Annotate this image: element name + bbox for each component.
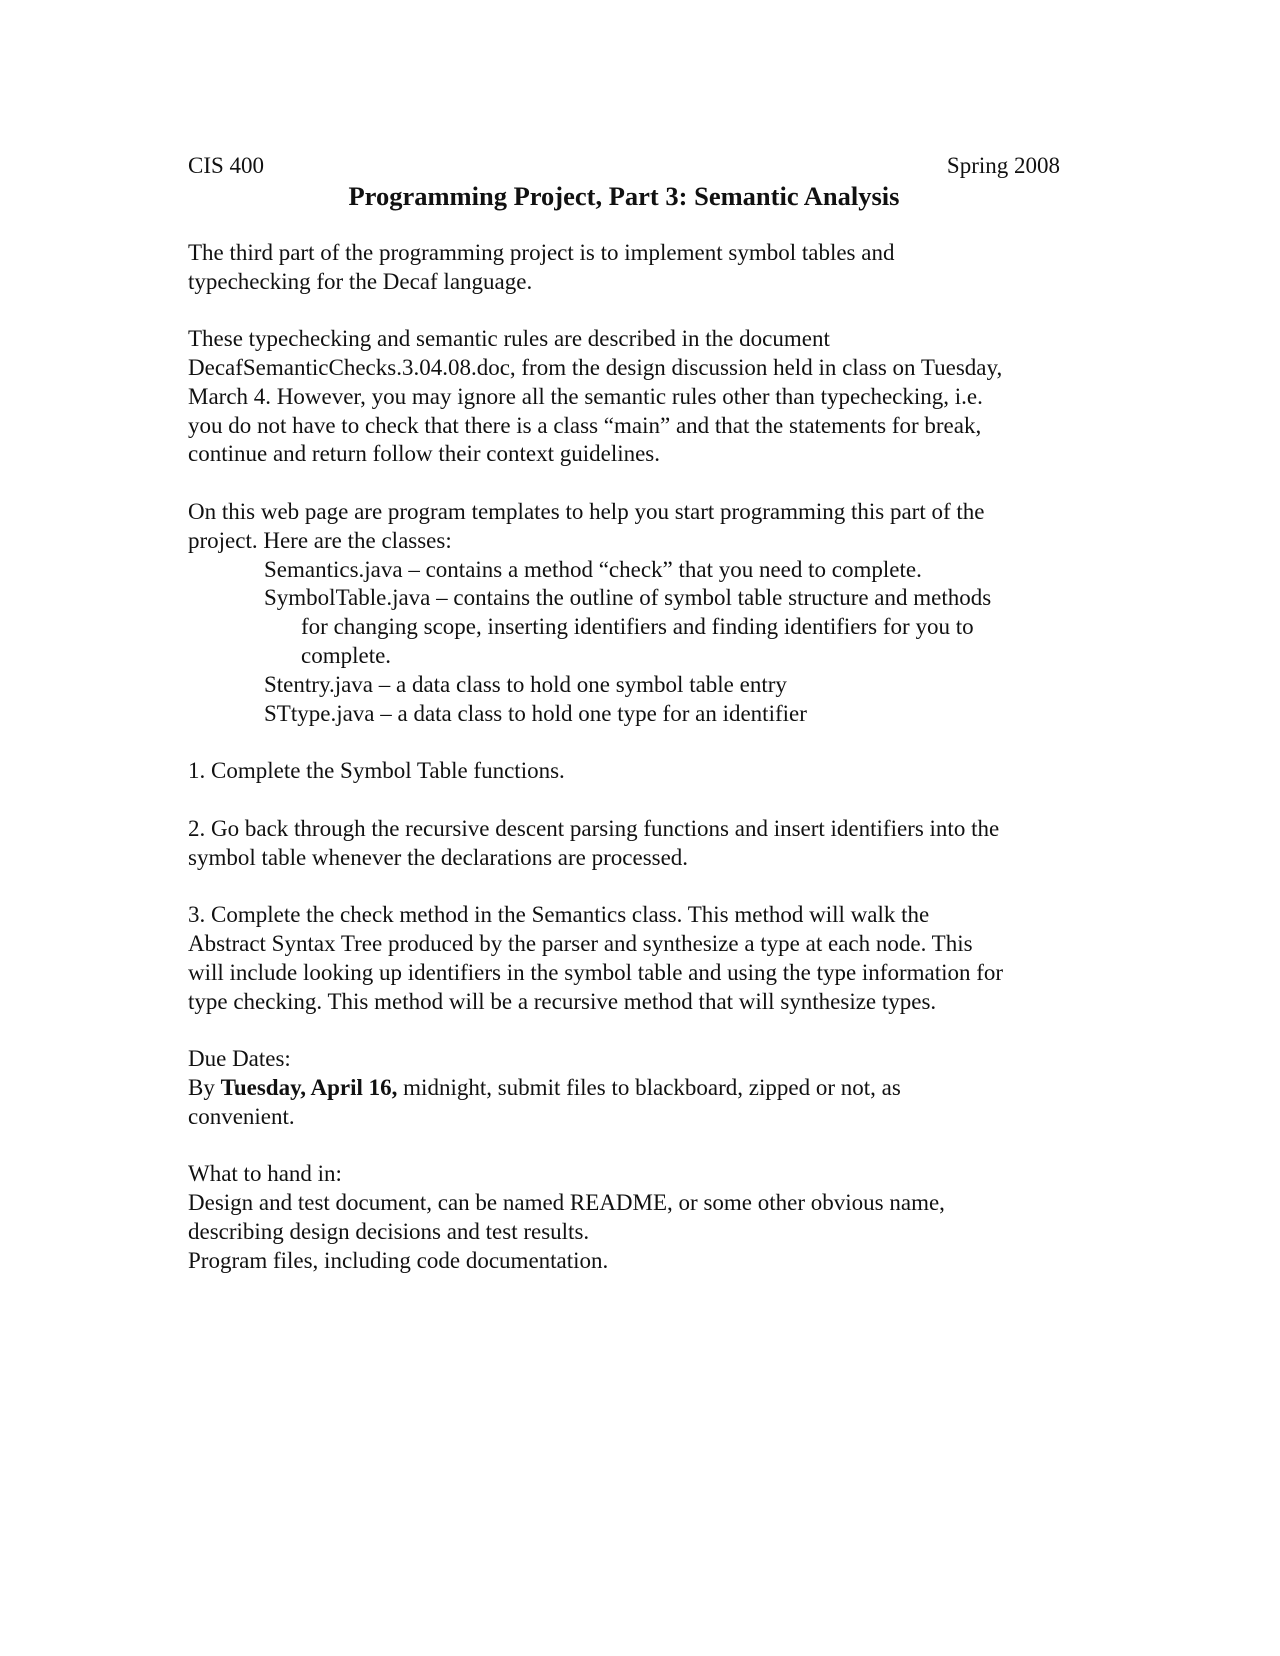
spacer [188,213,1088,239]
step-1: 1. Complete the Symbol Table functions. [188,758,565,784]
spacer [188,786,1088,815]
hand-in-line: Program files, including code documentation. [188,1247,609,1273]
course-code: CIS 400 [188,153,265,178]
step-line: type checking. This method will be a recursive method that will synthesize types. [188,988,937,1014]
hand-in-line: describing design decisions and test results. [188,1218,590,1244]
class-item-stentry: Stentry.java – a data class to hold one symbol table entry [264,671,787,697]
spacer [188,1016,1088,1045]
rules-line: continue and return follow their context guidelines. [188,441,661,467]
hand-in-line: Design and test document, can be named README, or some other obvious name, [188,1190,945,1216]
header-row [188,152,1060,181]
step-line: 3. Complete the check method in the Semantics class. This method will walk the [188,902,930,928]
step-2 [188,815,1088,873]
class-item-semantics: Semantics.java – contains a method “check” that you need to complete. [264,556,922,582]
rules-line: March 4. However, you may ignore all the semantic rules other than typechecking, i.e. [188,383,983,409]
intro-line: typechecking for the Decaf language. [188,268,533,294]
intro-paragraph [188,239,1088,297]
class-item-symboltable [264,584,1088,670]
spacer [188,1132,1088,1161]
templates-line: On this web page are program templates to help you start programming this part of the [188,498,985,524]
due-dates-line: convenient. [188,1103,295,1129]
class-item-sttype: STtype.java – a data class to hold one type for an identifier [264,700,807,726]
class-item-line: for changing scope, inserting identifiers and finding identifiers for you to [301,614,974,640]
rules-paragraph [188,325,1088,469]
step-line: Abstract Syntax Tree produced by the parser and synthesize a type at each node. This [188,930,973,956]
class-item-line: complete. [301,642,392,668]
class-item-line: SymbolTable.java – contains the outline of symbol table structure and methods [264,585,992,611]
hand-in-heading: What to hand in: [188,1161,342,1187]
hand-in-section [188,1160,1088,1275]
due-dates-section [188,1045,1088,1131]
rules-line: DecafSemanticChecks.3.04.08.doc, from the design discussion held in class on Tuesday, [188,354,1003,380]
intro-line: The third part of the programming project is to implement symbol tables and [188,239,895,265]
templates-paragraph [188,498,1088,556]
due-dates-line [188,1074,1088,1103]
due-prefix: By [188,1074,221,1100]
step-line: symbol table whenever the declarations are processed. [188,844,689,870]
step-3 [188,901,1088,1016]
templates-line: project. Here are the classes: [188,527,452,553]
due-dates-heading: Due Dates: [188,1046,291,1072]
spacer [188,469,1088,498]
spacer [188,872,1088,901]
spacer [188,296,1088,325]
step-line: 2. Go back through the recursive descent parsing functions and insert identifiers into the [188,815,1000,841]
due-date: Tuesday, April 16, [220,1074,398,1100]
step-line: will include looking up identifiers in the symbol table and using the type information for [188,959,1004,985]
document-content [188,152,1088,1275]
spacer [188,728,1088,757]
rules-line: you do not have to check that there is a class “main” and that the statements for break, [188,412,982,438]
page-title: Programming Project, Part 3: Semantic Analysis [348,180,900,211]
due-rest: midnight, submit files to blackboard, zipped or not, as [397,1074,901,1100]
rules-line: These typechecking and semantic rules are described in the document [188,326,830,352]
term: Spring 2008 [946,153,1060,178]
class-list [264,556,1088,729]
